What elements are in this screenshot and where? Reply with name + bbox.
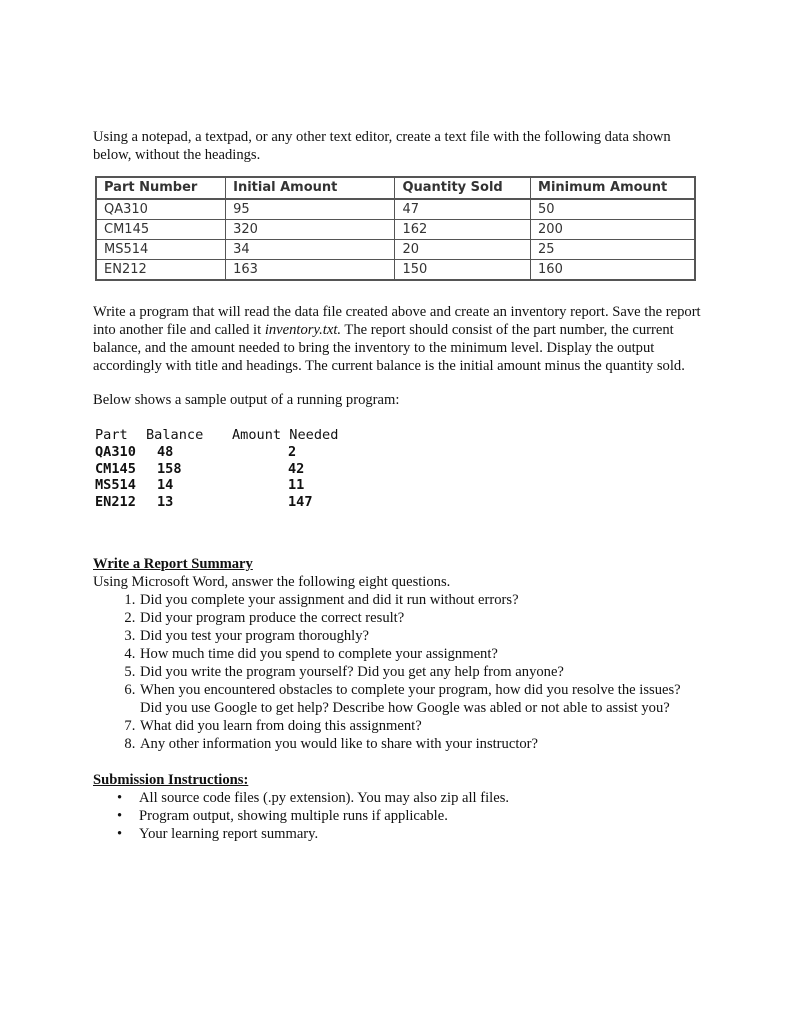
table-header-cell: Initial Amount xyxy=(226,177,395,199)
table-cell: 34 xyxy=(226,240,395,260)
sample-row xyxy=(95,494,703,511)
sample-output xyxy=(95,427,703,511)
sample-intro: Below shows a sample output of a running program: xyxy=(93,392,400,408)
sample-cell: EN212 xyxy=(95,494,136,511)
sample-cell: 14 xyxy=(157,477,174,494)
sample-header-cell: Amount Needed xyxy=(232,427,339,443)
sample-cell: 2 xyxy=(288,443,297,460)
list-item: 6. When you encountered obstacles to complete your program, how did you resolve the issues? Did you use Google to get help? Describe how Google was abled or not able to assist you? xyxy=(139,681,703,717)
table-cell: 150 xyxy=(395,260,531,281)
sample-header-row xyxy=(95,427,703,444)
list-item: 8. Any other information you would like to share with your instructor? xyxy=(139,735,703,753)
output-filename: inventory.txt. xyxy=(264,322,342,338)
table-cell: 200 xyxy=(531,220,695,240)
table-cell: 50 xyxy=(531,199,695,220)
table-cell: 163 xyxy=(226,260,395,281)
submission-list xyxy=(93,789,703,843)
sample-cell: 13 xyxy=(157,494,174,511)
table-cell: 47 xyxy=(395,199,531,220)
question-list xyxy=(93,591,703,753)
sample-row xyxy=(95,444,703,461)
list-item: 4. How much time did you spend to complete your assignment? xyxy=(139,645,703,663)
table-cell: 162 xyxy=(395,220,531,240)
table-cell: MS514 xyxy=(96,240,226,260)
table-header-cell: Part Number xyxy=(96,177,226,199)
table-row xyxy=(96,199,695,220)
table-header-cell: Quantity Sold xyxy=(395,177,531,199)
bullet-icon: • xyxy=(117,807,123,824)
sample-cell: MS514 xyxy=(95,477,136,494)
report-summary-heading: Write a Report Summary xyxy=(93,555,253,572)
table-row xyxy=(96,220,695,240)
table-cell: 95 xyxy=(226,199,395,220)
description-text: Write a program that will read the data file created above and create an inventory report. Save the report into another file and called it xyxy=(93,304,701,338)
sample-header-cell: Balance xyxy=(146,427,204,443)
list-item-text: All source code files (.py extension). You may also zip all files. xyxy=(139,789,510,806)
intro-paragraph: Using a notepad, a textpad, or any other text editor, create a text file with the following data shown below, without the headings. xyxy=(93,129,671,163)
sample-row xyxy=(95,461,703,478)
list-item: 2. Did your program produce the correct result? xyxy=(139,609,703,627)
sample-row xyxy=(95,477,703,494)
table-row xyxy=(96,240,695,260)
list-item xyxy=(117,807,703,825)
table-cell: 320 xyxy=(226,220,395,240)
table-cell: CM145 xyxy=(96,220,226,240)
sample-cell: CM145 xyxy=(95,460,136,477)
document-page xyxy=(93,128,703,843)
table-row xyxy=(96,260,695,281)
list-item-text: Your learning report summary. xyxy=(139,825,319,842)
table-header-cell: Minimum Amount xyxy=(531,177,695,199)
bullet-icon: • xyxy=(117,789,123,806)
table-cell: 20 xyxy=(395,240,531,260)
list-item-text: Program output, showing multiple runs if applicable. xyxy=(139,807,448,824)
program-description xyxy=(93,303,703,375)
table-cell: 25 xyxy=(531,240,695,260)
sample-cell: 48 xyxy=(157,443,174,460)
table-header-row xyxy=(96,177,695,199)
description-text: The report should consist of the part number, the current balance, and the amount needed to bring the inventory to the minimum level. Display the output accordingly with title and headings. The current balance is the initial amount minus the quantity sold. xyxy=(93,322,685,374)
list-item xyxy=(117,789,703,807)
table-cell: 160 xyxy=(531,260,695,281)
data-table xyxy=(95,176,696,281)
sample-cell: QA310 xyxy=(95,443,136,460)
list-item: 3. Did you test your program thoroughly? xyxy=(139,627,703,645)
sample-header-cell: Part xyxy=(95,427,128,443)
table-cell: QA310 xyxy=(96,199,226,220)
report-summary-intro: Using Microsoft Word, answer the following eight questions. xyxy=(93,573,451,590)
list-item: 5. Did you write the program yourself? Did you get any help from anyone? xyxy=(139,663,703,681)
table-cell: EN212 xyxy=(96,260,226,281)
sample-cell: 147 xyxy=(288,494,313,511)
list-item: 1. Did you complete your assignment and did it run without errors? xyxy=(139,591,703,609)
sample-cell: 11 xyxy=(288,477,305,494)
list-item: 7. What did you learn from doing this assignment? xyxy=(139,717,703,735)
bullet-icon: • xyxy=(117,825,123,842)
list-item xyxy=(117,825,703,843)
sample-cell: 42 xyxy=(288,460,305,477)
submission-heading: Submission Instructions: xyxy=(93,771,249,788)
sample-cell: 158 xyxy=(157,460,182,477)
